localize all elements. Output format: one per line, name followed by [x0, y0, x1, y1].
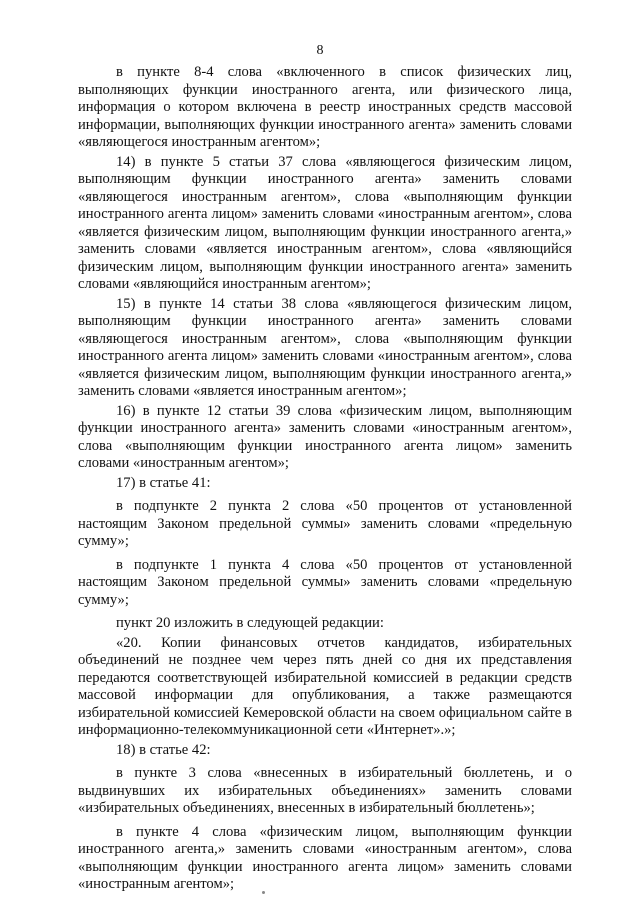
paragraph: 16) в пункте 12 статьи 39 слова «физическим лицом, выполняющим функции иностранного агента» заменить словами «иностранным агентом», слова «выполняющим функции иностранного агента лицом» заменить словами «иностранным агентом»; [78, 402, 572, 471]
paragraph: 14) в пункте 5 статьи 37 слова «являющегося физическим лицом, выполняющим функции иностранного агента» заменить словами «являющегося иностранным агентом», слова «выполняющим функции иностранного агента лицом» заменить словами «иностранным агентом», слова «является физическим лицом, выполняющим функции иностранного агента,» заменить словами «является иностранным агентом», слова «являющийся физическим лицом, выполняющим функции иностранного агента» заменить словами «являющийся иностранным агентом»; [78, 153, 572, 292]
paragraph: 17) в статье 41: [116, 474, 211, 491]
page-number: 8 [316, 43, 324, 58]
paragraph: «20. Копии финансовых отчетов кандидатов, избирательных объединений не позднее чем через пять дней со дня их представления передаются соответствующей избирательной комиссией в редакции средств массовой информации для опубликования, а также размещаются избирательной комиссией Кемеровской области на своем официальном сайте в информационно-телекоммуникационной сети «Интернет».»; [78, 634, 572, 738]
paragraph: пункт 20 изложить в следующей редакции: [116, 615, 384, 631]
scan-speck [262, 891, 265, 894]
paragraph: в пункте 8-4 слова «включенного в список физических лиц, выполняющих функции иностранного агента, или физического лица, информация о котором включена в реестр иностранных средств массовой информации, выполняющих функции иностранного агента» заменить словами «являющегося иностранным агентом»; [78, 64, 572, 150]
paragraph: в пункте 4 слова «физическим лицом, выполняющим функции иностранного агента,» заменить словами «иностранным агентом», слова «выполняющим функции иностранного агента лицом» заменить словами «иностранным агентом»; [78, 823, 572, 892]
paragraph: 15) в пункте 14 статьи 38 слова «являющегося физическим лицом, выполняющим функции иностранного агента» заменить словами «являющегося иностранным агентом», слова «выполняющим функции иностранного агента лицом» заменить словами «иностранным агентом», слова «является физическим лицом, выполняющим функции иностранного агента,» заменить словами «является иностранным агентом»; [78, 295, 572, 399]
paragraph: в подпункте 2 пункта 2 слова «50 процентов от установленной настоящим Законом предельной суммы» заменить словами «предельную сумму»; [78, 498, 572, 549]
paragraph: 18) в статье 42: [116, 741, 211, 758]
paragraph: в подпункте 1 пункта 4 слова «50 процентов от установленной настоящим Законом предельной суммы» заменить словами «предельную сумму»; [78, 556, 572, 608]
document-body [78, 64, 572, 894]
paragraph: в пункте 3 слова «внесенных в избирательный бюллетень, и о выдвинувших их избирательных объединениях» заменить словами «избирательных объединениях, внесенных в избирательный бюллетень»; [78, 765, 572, 816]
